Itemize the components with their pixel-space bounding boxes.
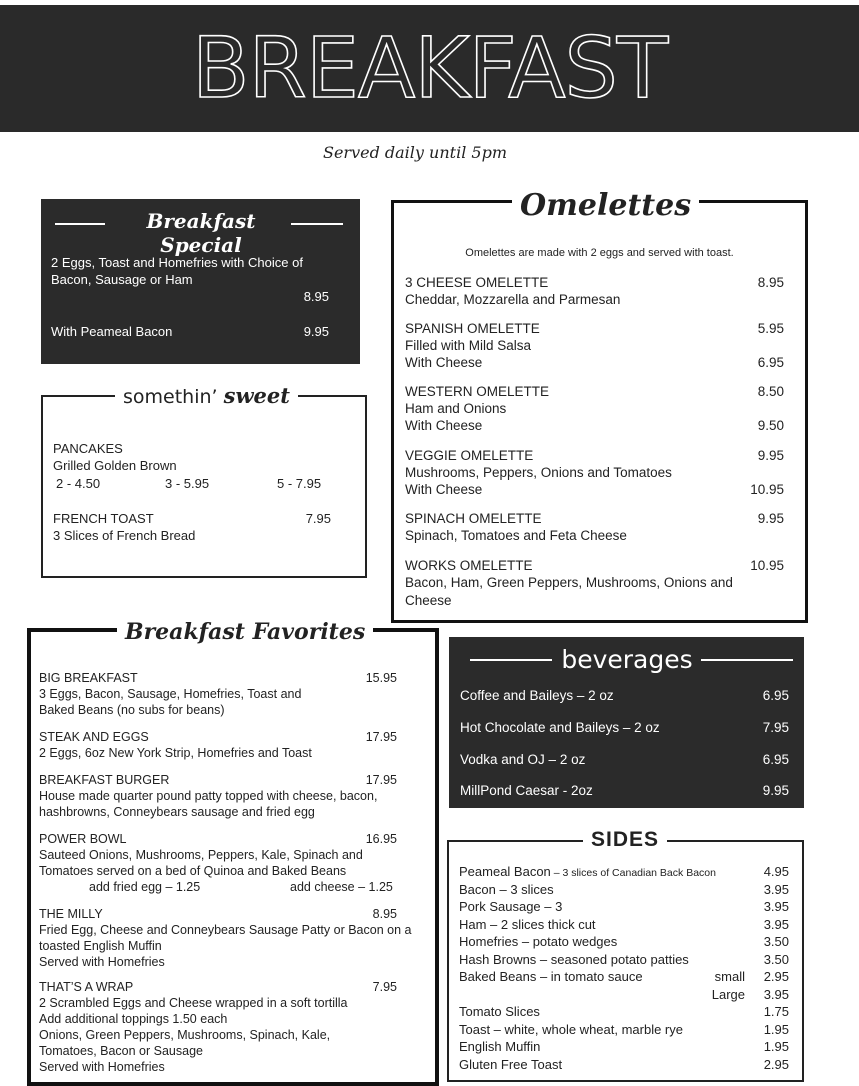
favorite-desc: House made quarter pound patty topped with cheese, bacon, — [39, 789, 378, 803]
pancakes-desc: Grilled Golden Brown — [53, 458, 177, 473]
side-price: 3.95 — [763, 917, 789, 932]
side-price: 1.75 — [763, 1004, 789, 1019]
beverage-price: 6.95 — [762, 752, 789, 767]
favorite-price: 15.95 — [365, 671, 397, 685]
favorite-desc: Sauteed Onions, Mushrooms, Peppers, Kale, Spinach and — [39, 848, 363, 862]
favorite-desc: Served with Homefries — [39, 1060, 165, 1074]
title-rule-right — [291, 223, 343, 225]
sweet-title-a: somethin’ — [123, 386, 218, 408]
favorite-price: 17.95 — [365, 730, 397, 744]
beverage-name: Coffee and Baileys – 2 oz — [460, 688, 614, 703]
special-desc-1: 2 Eggs, Toast and Homefries with Choice of — [51, 255, 303, 270]
side-name: Tomato Slices — [459, 1004, 540, 1019]
beverage-price: 9.95 — [762, 783, 789, 798]
favorite-desc: Tomatoes, Bacon or Sausage — [39, 1044, 203, 1058]
omelette-price: 8.95 — [757, 275, 784, 290]
omelette-desc-2: Cheese — [405, 593, 452, 608]
omelette-extra: With Cheese — [405, 355, 483, 370]
side-name: English Muffin — [459, 1039, 541, 1054]
omelette-price: 8.50 — [757, 384, 784, 399]
favorite-addon: add fried egg – 1.25 — [89, 880, 201, 894]
beverage-price: 7.95 — [762, 720, 789, 735]
beverage-price: 6.95 — [762, 688, 789, 703]
omelette-price: 9.95 — [757, 448, 784, 463]
beverage-name: Hot Chocolate and Baileys – 2 oz — [460, 720, 660, 735]
side-name: Gluten Free Toast — [459, 1057, 563, 1072]
side-price: 1.95 — [763, 1039, 789, 1054]
favorite-addon: add cheese – 1.25 — [290, 880, 393, 894]
omelette-name: SPINACH OMELETTE — [405, 511, 542, 526]
favorite-name: BREAKFAST BURGER — [39, 773, 170, 787]
side-price: 3.50 — [763, 934, 789, 949]
sweet-title — [115, 383, 298, 408]
bev-rule-left — [470, 659, 552, 661]
side-price: 2.95 — [763, 1057, 789, 1072]
favorite-desc: Baked Beans (no subs for beans) — [39, 703, 225, 717]
omelette-desc: Cheddar, Mozzarella and Parmesan — [405, 292, 621, 307]
beverages-title: beverages — [561, 645, 693, 674]
omelette-extra-price: 9.50 — [757, 418, 784, 433]
favorite-desc: hashbrowns, Conneybears sausage and fried egg — [39, 805, 315, 819]
sides-title: SIDES — [583, 828, 667, 852]
favorite-desc: Served with Homefries — [39, 955, 165, 969]
special-desc-2: Bacon, Sausage or Ham — [51, 272, 193, 287]
beverage-name: MillPond Caesar - 2oz — [460, 783, 593, 798]
favorites-box — [27, 619, 439, 1086]
side-price: 3.95 — [763, 899, 789, 914]
favorite-name: POWER BOWL — [39, 832, 127, 846]
side-price: 1.95 — [763, 1022, 789, 1037]
omelettes-title: Omelettes — [512, 189, 699, 223]
special-peameal-price: 9.95 — [303, 324, 329, 339]
header-banner — [0, 5, 859, 132]
favorite-price: 16.95 — [365, 832, 397, 846]
pancakes-5: 5 - 7.95 — [277, 476, 322, 491]
favorite-name: STEAK AND EGGS — [39, 730, 149, 744]
side-name: Toast – white, whole wheat, marble rye — [459, 1022, 683, 1037]
favorite-desc: Fried Egg, Cheese and Conneybears Sausage Patty or Bacon on a — [39, 923, 412, 937]
page-title: BREAKFAST — [191, 19, 668, 117]
favorite-desc: Onions, Green Peppers, Mushrooms, Spinach, Kale, — [39, 1028, 331, 1042]
bev-rule-right — [701, 659, 793, 661]
sweet-title-b: sweet — [223, 383, 290, 408]
favorite-desc: 2 Eggs, 6oz New York Strip, Homefries and Toast — [39, 746, 312, 760]
omelette-desc: Spinach, Tomatoes and Feta Cheese — [405, 528, 627, 543]
side-size: Large — [711, 987, 745, 1002]
beverages-box — [449, 637, 804, 808]
favorite-desc: 2 Scrambled Eggs and Cheese wrapped in a soft tortilla — [39, 996, 348, 1010]
side-price: 3.95 — [763, 987, 789, 1002]
side-detail: – 3 slices of Canadian Back Bacon — [550, 867, 716, 879]
favorite-name: BIG BREAKFAST — [39, 671, 138, 685]
omelette-extra: With Cheese — [405, 418, 483, 433]
served-note: Served daily until 5pm — [322, 143, 507, 162]
title-rule-left — [55, 223, 105, 225]
omelette-name: 3 CHEESE OMELETTE — [405, 275, 549, 290]
somethin-sweet-box — [41, 383, 367, 578]
omelette-price: 5.95 — [757, 321, 784, 336]
french-toast-desc: 3 Slices of French Bread — [53, 528, 196, 543]
omelette-extra-price: 6.95 — [757, 355, 784, 370]
omelette-desc: Bacon, Ham, Green Peppers, Mushrooms, Onions and — [405, 575, 733, 590]
side-name: Peameal Bacon – 3 slices of Canadian Back Bacon — [459, 864, 716, 879]
side-price: 2.95 — [763, 969, 789, 984]
omelette-extra-price: 10.95 — [750, 482, 784, 497]
omelette-desc: Mushrooms, Peppers, Onions and Tomatoes — [405, 465, 672, 480]
special-peameal-label: With Peameal Bacon — [51, 324, 173, 339]
side-name: Pork Sausage – 3 — [459, 899, 563, 914]
omelette-price: 10.95 — [750, 558, 784, 573]
breakfast-special-box — [41, 199, 360, 364]
side-name: Baked Beans – in tomato sauce — [459, 969, 643, 984]
omelette-name: WORKS OMELETTE — [405, 558, 533, 573]
favorite-price: 8.95 — [372, 907, 397, 921]
favorite-desc: Tomatoes served on a bed of Quinoa and Baked Beans — [39, 864, 347, 878]
side-price: 4.95 — [763, 864, 789, 879]
favorite-name: THE MILLY — [39, 907, 103, 921]
omelette-name: SPANISH OMELETTE — [405, 321, 540, 336]
omelette-desc: Filled with Mild Salsa — [405, 338, 532, 353]
beverage-name: Vodka and OJ – 2 oz — [460, 752, 586, 767]
favorite-desc: 3 Eggs, Bacon, Sausage, Homefries, Toast and — [39, 687, 302, 701]
favorite-name: THAT’S A WRAP — [39, 980, 134, 994]
omelettes-note: Omelettes are made with 2 eggs and served with toast. — [465, 247, 734, 259]
favorite-price: 7.95 — [372, 980, 397, 994]
favorite-price: 17.95 — [365, 773, 397, 787]
sides-box — [447, 828, 804, 1082]
favorite-desc: Add additional toppings 1.50 each — [39, 1012, 228, 1026]
omelettes-box — [391, 188, 808, 623]
omelette-name: WESTERN OMELETTE — [405, 384, 550, 399]
side-size: small — [714, 969, 745, 984]
side-name: Bacon – 3 slices — [459, 882, 554, 897]
side-price: 3.50 — [763, 952, 789, 967]
special-price: 8.95 — [303, 289, 329, 304]
side-price: 3.95 — [763, 882, 789, 897]
side-name: Ham – 2 slices thick cut — [459, 917, 596, 932]
pancakes-3: 3 - 5.95 — [165, 476, 210, 491]
pancakes-name: PANCAKES — [53, 441, 123, 456]
side-name: Hash Browns – seasoned potato patties — [459, 952, 689, 967]
omelette-price: 9.95 — [757, 511, 784, 526]
side-name: Homefries – potato wedges — [459, 934, 618, 949]
pancakes-2: 2 - 4.50 — [56, 476, 101, 491]
favorite-desc: toasted English Muffin — [39, 939, 162, 953]
omelette-extra: With Cheese — [405, 482, 483, 497]
favorites-title: Breakfast Favorites — [117, 618, 373, 646]
omelette-name: VEGGIE OMELETTE — [405, 448, 534, 463]
french-toast-name: FRENCH TOAST — [53, 511, 154, 526]
french-toast-price: 7.95 — [305, 511, 331, 526]
omelette-desc: Ham and Onions — [405, 401, 507, 416]
breakfast-special-title: Breakfast Special — [146, 209, 256, 257]
